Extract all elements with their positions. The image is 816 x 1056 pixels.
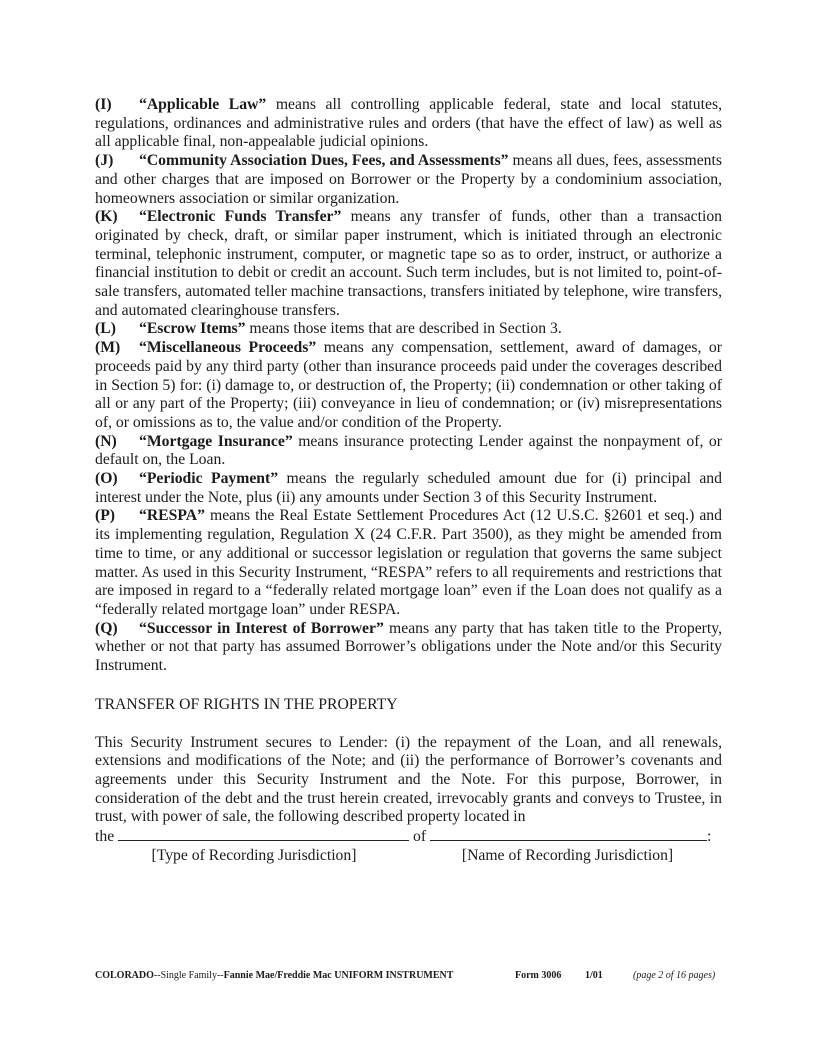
- definition-term-applicable-law: “Applicable Law”: [139, 96, 267, 113]
- definition-letter-P: (P): [95, 507, 116, 525]
- footer-instrument: Fannie Mae/Freddie Mac UNIFORM INSTRUMENT: [223, 970, 454, 981]
- footer-instrument-line: [95, 970, 453, 982]
- definition-paragraph-J: [95, 152, 722, 208]
- blank-line-prefix: the: [95, 828, 115, 846]
- definition-text-periodic-payment: means the regularly scheduled amount due for (i) principal and interest under the Note, plus (ii) any amounts under Section 3 of this Security Instrument.: [95, 470, 722, 506]
- definition-letter-I: (I): [95, 96, 112, 113]
- transfer-of-rights-heading: TRANSFER OF RIGHTS IN THE PROPERTY: [95, 695, 398, 713]
- definition-paragraph-O: [95, 470, 722, 507]
- type-of-recording-jurisdiction-label: [Type of Recording Jurisdiction]: [151, 846, 357, 864]
- footer-form-version: 1/01: [585, 970, 603, 981]
- footer-family: --Single Family--: [153, 970, 224, 981]
- footer-page-info: (page 2 of 16 pages): [633, 970, 716, 981]
- definition-paragraph-L: [95, 320, 722, 339]
- definition-paragraph-P: [95, 507, 722, 619]
- definition-term-respa: “RESPA”: [139, 507, 205, 525]
- footer-state: COLORADO: [95, 970, 154, 981]
- definition-paragraph-Q: [95, 620, 722, 676]
- document-body: [95, 96, 722, 865]
- definition-letter-N: (N): [95, 432, 117, 450]
- type-of-recording-jurisdiction-blank: [118, 827, 409, 841]
- definition-letter-Q: (Q): [95, 619, 118, 637]
- definition-term-escrow-items: “Escrow Items”: [139, 320, 246, 338]
- jurisdiction-labels-row: [95, 847, 722, 866]
- definition-term-periodic-payment: “Periodic Payment”: [139, 470, 279, 488]
- name-of-recording-jurisdiction-blank: [430, 827, 707, 841]
- definition-text-miscellaneous-proceeds: means any compensation, settlement, award of damages, or proceeds paid by any third party (other than insurance proceeds paid under the coverages described in Section 5) for: (i) damage to, or destruction of, the Property; (ii) condemnation or other taking of all or any part of the Property; (iii) conveyance in lieu of condemnation; or (iv) misrepresentations of, or omissions as to, the value and/or condition of the Property.: [95, 339, 722, 431]
- definition-term-miscellaneous-proceeds: “Miscellaneous Proceeds”: [139, 339, 317, 357]
- definition-paragraph-N: [95, 433, 722, 470]
- definition-paragraph-I: [95, 96, 722, 152]
- page-footer: [95, 970, 722, 984]
- definition-letter-M: (M): [95, 339, 121, 357]
- transfer-paragraph: This Security Instrument secures to Lender: (i) the repayment of the Loan, and all renewals, extensions and modifications of the Note; and (ii) the performance of Borrower’s covenants and agreements under this Security Instrument and the Note. For this purpose, Borrower, in consideration of the debt and the trust herein created, irrevocably grants and conveys to Trustee, in trust, with power of sale, the following described property located in: [95, 733, 722, 826]
- definition-text-successor-in-interest: means any party that has taken title to the Property, whether or not that party has assumed Borrower’s obligations under the Note and/or this Security Instrument.: [95, 619, 723, 675]
- definition-text-electronic-funds-transfer: means any transfer of funds, other than a transaction originated by check, draft, or similar paper instrument, which is initiated through an electronic terminal, telephonic instrument, computer, or magnetic tape so as to order, instruct, or authorize a financial institution to debit or credit an account. Such term includes, but is not limited to, point-of-sale transfers, automated teller machine transactions, transfers initiated by telephone, wire transfers, and automated clearinghouse transfers.: [95, 208, 723, 319]
- definition-term-mortgage-insurance: “Mortgage Insurance”: [139, 432, 293, 450]
- definition-letter-J: (J): [95, 152, 114, 170]
- definition-letter-O: (O): [95, 470, 118, 488]
- name-of-recording-jurisdiction-label: [Name of Recording Jurisdiction]: [461, 846, 674, 864]
- definition-term-community-association-dues: “Community Association Dues, Fees, and Assessments”: [139, 152, 509, 170]
- definition-text-community-association-dues: means all dues, fees, assessments and other charges that are imposed on Borrower or the Property by a condominium association, homeowners association or similar organization.: [95, 152, 722, 207]
- definition-term-successor-in-interest: “Successor in Interest of Borrower”: [139, 619, 384, 637]
- definition-text-mortgage-insurance: means insurance protecting Lender against the nonpayment of, or default on, the Loan.: [95, 432, 722, 469]
- definition-text-escrow-items: means those items that are described in Section 3.: [245, 320, 562, 338]
- definition-paragraph-M: [95, 339, 722, 433]
- definition-term-electronic-funds-transfer: “Electronic Funds Transfer”: [139, 208, 342, 226]
- blank-line-connector: of: [413, 828, 427, 846]
- footer-form-number: Form 3006: [515, 970, 562, 981]
- definition-letter-K: (K): [95, 208, 118, 226]
- definition-text-applicable-law: means all controlling applicable federal, state and local statutes, regulations, ordinances and administrative rules and orders (that have the effect of law) as well as all applicable final, non-appealable judicial opinions.: [95, 96, 722, 151]
- blank-line-suffix: :: [707, 828, 712, 846]
- jurisdiction-blank-line: [95, 827, 722, 847]
- definition-letter-L: (L): [95, 320, 116, 338]
- definition-paragraph-K: [95, 208, 722, 320]
- definition-text-respa: means the Real Estate Settlement Procedures Act (12 U.S.C. §2601 et seq.) and its implementing regulation, Regulation X (24 C.F.R. Part 3500), as they might be amended from time to time, or any additional or successor legislation or regulation that governs the same subject matter. As used in this Security Instrument, “RESPA” refers to all requirements and restrictions that are imposed in regard to a “federally related mortgage loan” even if the Loan does not qualify as a “federally related mortgage loan” under RESPA.: [95, 507, 722, 618]
